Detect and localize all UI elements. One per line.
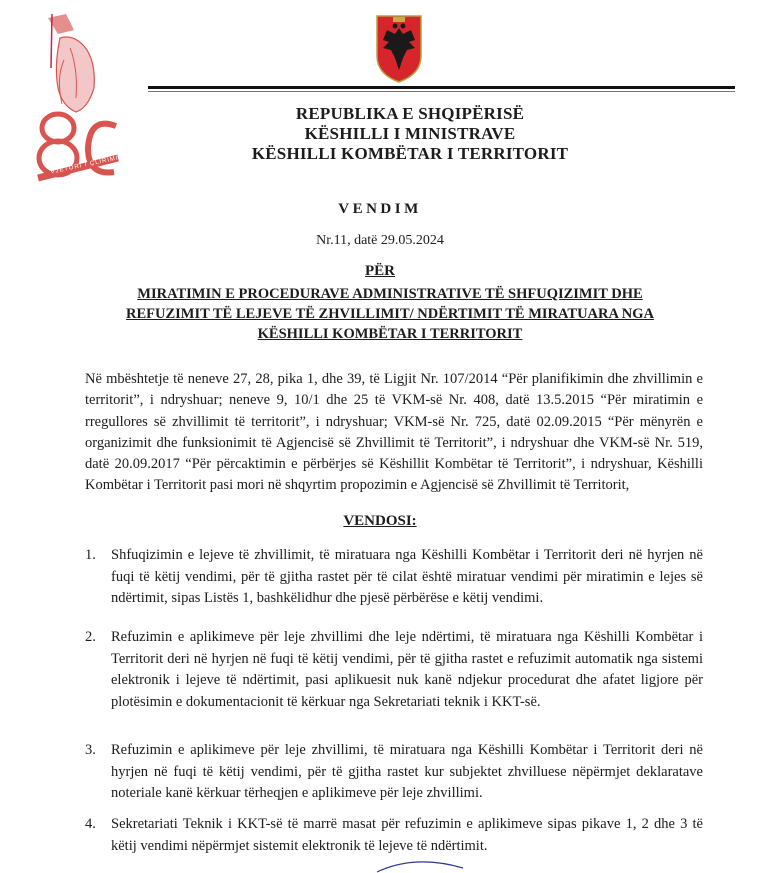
subject-per: PËR [365,263,395,279]
albanian-emblem [373,12,425,84]
item-number: 4. [85,816,96,832]
anniversary-logo [18,8,138,198]
item-text: Shfuqizimin e lejeve të zhvillimit, të miratuara nga Këshilli Kombëtar i Territorit deri në hyrjen në fuqi të këtij vendimi, për të gjitha rastet për të cilat është miratuar vendimi për miratimin e lejes së ndërtimit, sipas Listës 1, bashkëlidhur dhe pjesë përbërëse e këtij vendimi. [111,547,703,606]
header-republic: REPUBLIKA E SHQIPËRISË [295,104,525,123]
header-rule [148,86,735,89]
logo-caption: VJETORI I ÇLIRIMIT [50,154,124,176]
subject-line: MIRATIMIN E PROCEDURAVE ADMINISTRATIVE TË SHFUQIZIMIT DHE [137,286,643,302]
item-number: 2. [85,629,96,645]
decision-label: VENDIM [338,201,422,217]
item-number: 1. [85,547,96,563]
item-text: Refuzimin e aplikimeve për leje zhvillimi dhe leje ndërtimi, të miratuara nga Këshilli Kombëtar i Territorit deri në hyrjen në fuqi të këtij vendimi, për të gjitha rastet e refuzimit automatik nga sistemi elektronik i lejeve të ndërtimit, pasi aplikuesit nuk kanë ndjekur procedurat dhe afatet ligjore për plotësimin e dokumentacionit të kërkuar nga Sekretariati teknik i KKT-së. [111,629,703,710]
decision-number: Nr.11, datë 29.05.2024 [316,233,444,248]
header-council-ministers: KËSHILLI I MINISTRAVE [304,124,516,143]
item-number: 3. [85,742,96,758]
subject-line: KËSHILLI KOMBËTAR I TERRITORIT [257,326,523,342]
item-text: Sekretariati Teknik i KKT-së të marrë masat për refuzimin e aplikimeve sipas pikave 1, 2 dhe 3 të këtij vendimi nëpërmjet sistemit elektronik të lejeve të ndërtimit. [111,816,703,854]
vendosi-heading: VENDOSI: [343,513,417,529]
preamble-paragraph: Në mbështetje të neneve 27, 28, pika 1, dhe 39, të Ligjit Nr. 107/2014 “Për planifikimin dhe zhvillimin e territorit”, i ndryshuar; neneve 9, 10/1 dhe 25 të VKM-së Nr. 408, datë 13.5.2015 “Për miratimin e rregullores së zhvillimit të territorit”, i ndryshuar; VKM-së Nr. 725, datë 02.09.2015 “Për mënyrën e organizimit dhe funksionimit të Agjencisë së Zhvillimit të Territorit”, i ndryshuar dhe VKM-së Nr. 519, datë 20.09.2017 “Për përcaktimin e përbërjes së Këshillit Kombëtar të Territorit”, i ndryshuar, Këshilli Kombëtar i Territorit pasi mori në shqyrtim propozimin e Agjencisë së Zhvillimit të Territorit, [85,371,703,494]
header-rule-thin [148,91,735,92]
signature-stroke [375,858,465,873]
header-national-territory-council: KËSHILLI KOMBËTAR I TERRITORIT [251,144,569,163]
subject-line: REFUZIMIT TË LEJEVE TË ZHVILLIMIT/ NDËRTIMIT TË MIRATUARA NGA [125,306,655,322]
item-text: Refuzimin e aplikimeve për leje zhvillimi, të miratuara nga Këshilli Kombëtar i Territorit deri në hyrjen në fuqi të këtij vendimi, për të gjitha rastet kur subjektet zhvilluese nëpërmjet deklaratave noteriale kanë kërkuar tërheqjen e aplikimeve për leje zhvillimi. [111,742,703,801]
